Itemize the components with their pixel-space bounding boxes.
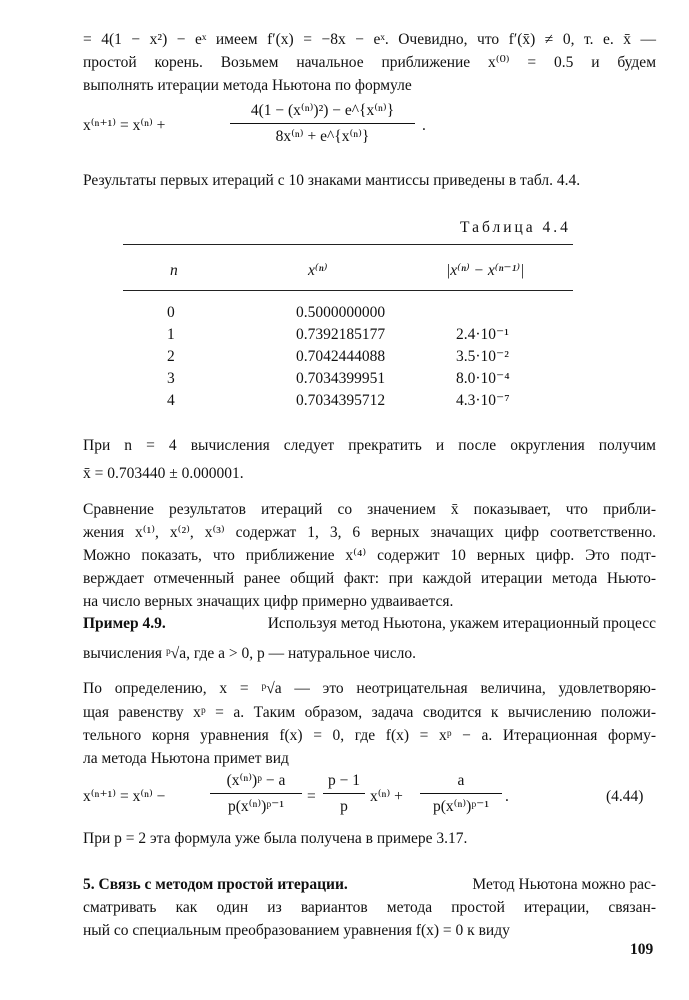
table-cell-x: 0.7042444088 (296, 348, 386, 365)
formula2-f2-num: p − 1 (323, 773, 365, 794)
section-line-1 (83, 877, 656, 893)
table-cell-n: 0 (167, 304, 175, 321)
section-line-3: ный со специальным преобразованием уравнения f(x) = 0 к виду (83, 922, 510, 939)
table-header-x: x⁽ⁿ⁾ (308, 262, 328, 279)
formula2-f3-den: p(x⁽ⁿ⁾)ᵖ⁻¹ (433, 797, 489, 815)
compare-line-4: верждает отмеченный ранее общий факт: при каждой итерации метода Ньюто- (83, 570, 656, 587)
definition-line-2: щая равенству xᵖ = a. Таким образом, задача сводится к вычислению положи- (83, 704, 656, 721)
table-cell-diff: 2.4·10⁻¹ (456, 326, 509, 343)
formula1-numerator: 4(1 − (x⁽ⁿ⁾)²) − e^{x⁽ⁿ⁾} (230, 103, 415, 124)
example-text: Используя метод Ньютона, укажем итерационный процесс (267, 615, 656, 632)
table-cell-n: 3 (167, 370, 175, 387)
formula1-fraction (230, 103, 415, 144)
formula2-eq: = (307, 788, 316, 805)
compare-line-2: жения x⁽¹⁾, x⁽²⁾, x⁽³⁾ содержат 1, 3, 6 верных значащих цифр соответственно. (83, 524, 656, 541)
formula2-fraction-3 (420, 773, 502, 814)
table-cell-n: 4 (167, 392, 175, 409)
table-cell-x: 0.5000000000 (296, 304, 386, 321)
intro-line-3: выполнять итерации метода Ньютона по формуле (83, 77, 412, 94)
formula1-lhs: x⁽ⁿ⁺¹⁾ = x⁽ⁿ⁾ + (83, 117, 166, 134)
table-cell-n: 2 (167, 348, 175, 365)
stop-line-1: При n = 4 вычисления следует прекратить и после округления получим (83, 437, 656, 454)
stop-line-2: x̄ = 0.703440 ± 0.000001. (83, 465, 244, 482)
table-cell-diff: 4.3·10⁻⁷ (456, 392, 510, 409)
compare-line-5: на число верных значащих цифр примерно удваивается. (83, 593, 454, 610)
compare-line-3: Можно показать, что приближение x⁽⁴⁾ содержит 10 верных цифр. Это подт- (83, 547, 656, 564)
formula2-fraction-2 (323, 773, 365, 814)
section-title: 5. Связь с методом простой итерации. (83, 876, 348, 893)
formula2-mid: x⁽ⁿ⁾ + (370, 788, 403, 805)
table-cell-x: 0.7034395712 (296, 392, 386, 409)
compare-line-1: Сравнение результатов итераций со значением x̄ показывает, что прибли- (83, 501, 656, 518)
example-label: Пример 4.9. (83, 615, 166, 632)
formula2-fraction-1 (210, 773, 302, 814)
formula2-f2-den: p (340, 797, 348, 815)
definition-line-4: ла метода Ньютона примет вид (83, 750, 289, 767)
formula2-f1-den: p(x⁽ⁿ⁾)ᵖ⁻¹ (228, 797, 284, 815)
results-text: Результаты первых итераций с 10 знаками мантиссы приведены в табл. 4.4. (83, 172, 581, 189)
definition-line-3: тельного корня уравнения f(x) = 0, где f(x) = xᵖ − a. Итерационная форму- (83, 727, 656, 744)
table-header-rule (123, 290, 573, 291)
definition-line-1: По определению, x = ᵖ√a — это неотрицательная величина, удовлетворяю- (83, 680, 656, 697)
table-caption: Таблица 4.4 (460, 219, 571, 236)
intro-line-1: = 4(1 − x²) − eˣ имеем f′(x) = −8x − eˣ. Очевидно, что f′(x̄) ≠ 0, т. е. x̄ — (83, 31, 656, 48)
table-cell-n: 1 (167, 326, 175, 343)
table-header-diff: |x⁽ⁿ⁾ − x⁽ⁿ⁻¹⁾| (446, 262, 525, 279)
equation-number: (4.44) (606, 788, 644, 805)
formula2-lhs: x⁽ⁿ⁺¹⁾ = x⁽ⁿ⁾ − (83, 788, 166, 805)
formula1-denominator: 8x⁽ⁿ⁾ + e^{x⁽ⁿ⁾} (275, 127, 370, 145)
example-line-1 (83, 616, 656, 632)
formula2-f3-num: a (420, 773, 502, 794)
section-line-2: сматривать как один из вариантов метода простой итерации, связан- (83, 899, 656, 916)
intro-line-2: простой корень. Возьмем начальное приближение x⁽⁰⁾ = 0.5 и будем (83, 54, 656, 71)
table-cell-diff: 8.0·10⁻⁴ (456, 370, 510, 387)
p2-note: При p = 2 эта формула уже была получена в примере 3.17. (83, 830, 468, 847)
formula2-tail: . (505, 788, 509, 805)
table-top-rule (123, 244, 573, 245)
section-text: Метод Ньютона можно рас- (472, 876, 656, 893)
formula2-f1-num: (x⁽ⁿ⁾)ᵖ − a (210, 773, 302, 794)
example-line-2: вычисления ᵖ√a, где a > 0, p — натуральное число. (83, 645, 416, 662)
formula1-tail: . (422, 117, 426, 134)
page-number: 109 (630, 941, 654, 958)
table-header-n: n (170, 262, 178, 279)
table-cell-diff: 3.5·10⁻² (456, 348, 509, 365)
table-cell-x: 0.7392185177 (296, 326, 386, 343)
table-cell-x: 0.7034399951 (296, 370, 386, 387)
